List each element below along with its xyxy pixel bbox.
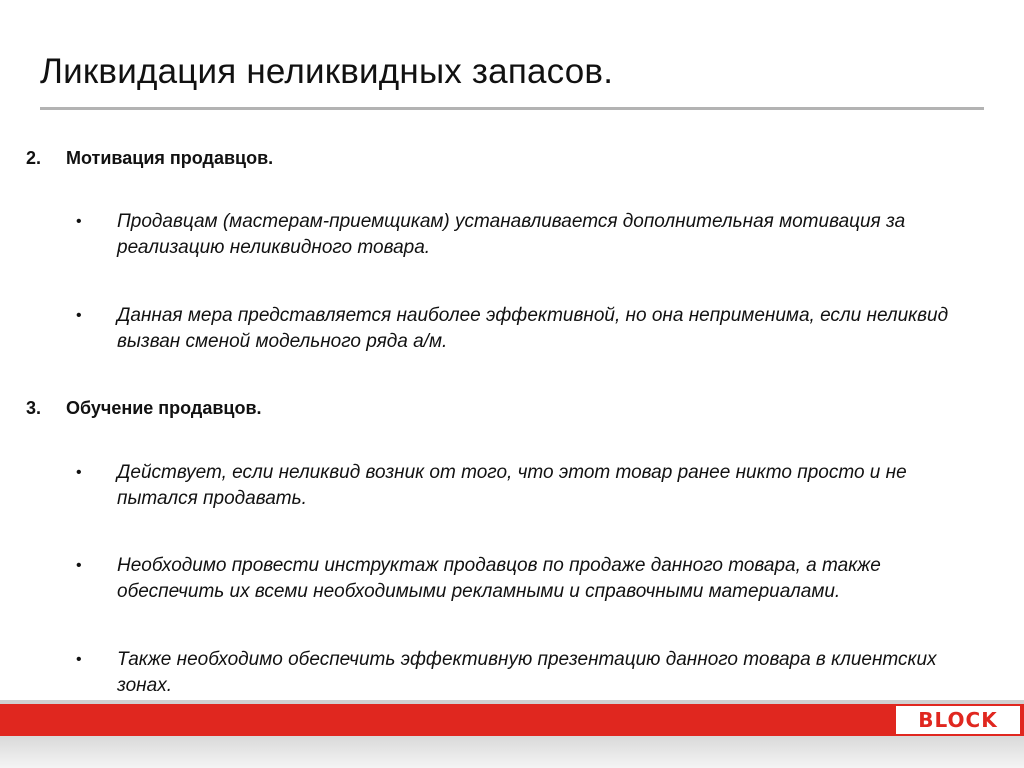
title-divider [40,107,984,110]
list-item [76,553,976,605]
list-item-text: Данная мера представляется наиболее эффективной, но она неприменима, если неликвид вызван сменой модельного ряда а/м. [117,305,949,352]
bullet-icon: • [76,307,82,324]
list-item [76,460,976,512]
bullet-icon: • [76,651,82,668]
section-heading-training [26,398,262,419]
section-heading-text: Обучение продавцов. [66,398,262,418]
footer-red-band [0,704,1024,736]
section-number: 2. [26,148,42,168]
list-item-text: Также необходимо обеспечить эффективную презентацию данного товара в клиентских зонах. [117,649,937,696]
list-item [76,303,976,355]
list-item [76,647,976,699]
list-item-text: Продавцам (мастерам-приемщикам) устанавливается дополнительная мотивация за реализацию неликвидного товара. [117,211,906,258]
section-number: 3. [26,398,42,418]
list-item-text: Необходимо провести инструктаж продавцов по продаже данного товара, а также обеспечить их всеми необходимыми рекламными и справочными материалами. [117,555,881,602]
slide-title: Ликвидация неликвидных запасов. [40,52,614,91]
list-item [76,209,976,261]
brand-logo-text: BLOCK [918,708,998,732]
section-heading-text: Мотивация продавцов. [66,148,274,168]
bullet-icon: • [76,557,82,574]
bullet-icon: • [76,213,82,230]
section-heading-motivation [26,148,273,169]
bullet-icon: • [76,464,82,481]
list-item-text: Действует, если неликвид возник от того, что этот товар ранее никто просто и не пытался продавать. [117,462,907,509]
footer-gray-band [0,736,1024,768]
brand-logo [896,706,1020,734]
